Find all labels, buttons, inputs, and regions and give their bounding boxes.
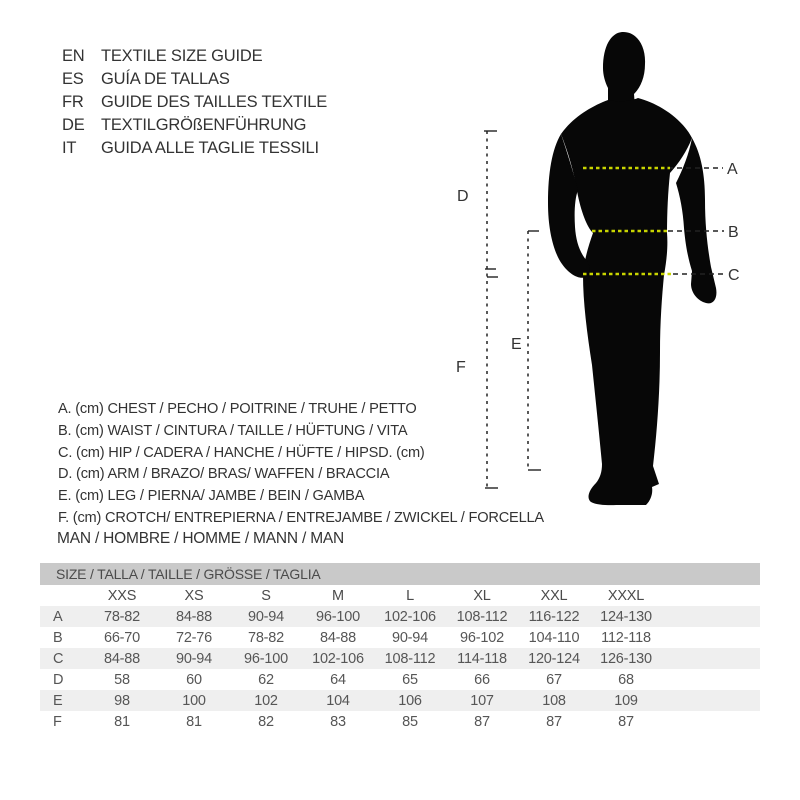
size-cell: 85: [402, 713, 418, 730]
language-code: FR: [62, 93, 84, 111]
language-title: GUIDE DES TAILLES TEXTILE: [101, 93, 328, 111]
row-label: D: [53, 671, 64, 688]
size-column-header-row: [40, 585, 760, 606]
size-column: XS: [184, 587, 204, 604]
size-cell: 87: [474, 713, 490, 730]
size-cell: 108: [542, 692, 566, 709]
filler-cell: [662, 648, 760, 669]
size-cell: 96-100: [244, 650, 288, 667]
man-silhouette-head: [603, 32, 645, 107]
size-cell: 84-88: [319, 629, 357, 646]
size-column: XL: [473, 587, 491, 604]
size-cell: 104-110: [528, 629, 580, 646]
size-cell: 58: [114, 671, 130, 688]
filler-cell: [662, 606, 760, 627]
size-cell: 108-112: [384, 650, 436, 667]
language-title: GUIDA ALLE TAGLIE TESSILI: [101, 139, 319, 157]
legend-line-waist: B. (cm) WAIST / CINTURA / TAILLE / HÜFTUNG / VITA: [58, 422, 408, 439]
size-column: S: [261, 587, 271, 604]
size-cell: 84-88: [103, 650, 141, 667]
size-cell: 87: [618, 713, 634, 730]
measure-label-b: B: [728, 224, 739, 241]
measure-label-d: D: [457, 188, 469, 205]
size-cell: 67: [546, 671, 562, 688]
measure-label-a: A: [727, 161, 738, 178]
size-cell: 81: [114, 713, 130, 730]
language-title: TEXTILGRÖßENFÜHRUNG: [101, 116, 307, 134]
measure-label-f: F: [456, 359, 466, 376]
size-cell: 82: [258, 713, 274, 730]
language-title: TEXTILE SIZE GUIDE: [101, 47, 263, 65]
row-label: E: [53, 692, 63, 709]
legend-line-crotch: F. (cm) CROTCH/ ENTREPIERNA / ENTREJAMBE / ZWICKEL / FORCELLA: [58, 509, 544, 526]
size-column: XXXL: [607, 587, 645, 604]
size-cell: 64: [330, 671, 346, 688]
size-cell: 96-102: [460, 629, 504, 646]
size-column: L: [406, 587, 414, 604]
language-code: DE: [62, 116, 85, 134]
size-column: XXS: [107, 587, 137, 604]
language-row: [62, 137, 327, 160]
table-row-leg: [40, 690, 760, 711]
size-cell: 62: [258, 671, 274, 688]
man-silhouette-body: [561, 98, 692, 505]
legend-line-chest: A. (cm) CHEST / PECHO / POITRINE / TRUHE / PETTO: [58, 401, 417, 417]
size-cell: 84-88: [175, 608, 213, 625]
legend-line-arm: D. (cm) ARM / BRAZO/ BRAS/ WAFFEN / BRACCIA: [58, 466, 390, 483]
row-label: B: [53, 629, 63, 646]
size-cell: 108-112: [456, 608, 508, 625]
language-row: [62, 114, 327, 137]
size-cell: 78-82: [103, 608, 141, 625]
language-title: GUÍA DE TALLAS: [101, 70, 230, 88]
legend-line-hip: C. (cm) HIP / CADERA / HANCHE / HÜFTE / HIPSD. (cm): [58, 444, 425, 461]
table-row-hip: [40, 648, 760, 669]
table-row-waist: [40, 627, 760, 648]
size-cell: 72-76: [175, 629, 213, 646]
size-cell: 112-118: [601, 629, 651, 646]
measure-label-e: E: [511, 336, 522, 353]
filler-cell: [662, 711, 760, 732]
size-cell: 102: [254, 692, 278, 709]
size-cell: 114-118: [457, 650, 507, 667]
size-cell: 65: [402, 671, 418, 688]
language-code: IT: [62, 139, 77, 157]
size-cell: 90-94: [175, 650, 213, 667]
size-cell: 68: [618, 671, 634, 688]
filler-cell: [662, 585, 760, 606]
man-silhouette-right-arm: [676, 138, 716, 303]
filler-cell: [662, 690, 760, 711]
table-row-crotch: [40, 711, 760, 732]
size-cell: 60: [186, 671, 202, 688]
size-column: M: [332, 587, 344, 604]
size-cell: 124-130: [600, 608, 652, 625]
table-row-arm: [40, 669, 760, 690]
language-row: [62, 68, 327, 91]
filler-cell: [662, 669, 760, 690]
size-table-section: [40, 563, 760, 732]
size-cell: 90-94: [391, 629, 429, 646]
row-label: F: [53, 713, 62, 730]
gender-title: MAN / HOMBRE / HOMME / MANN / MAN: [57, 530, 345, 547]
size-header-band: SIZE / TALLA / TAILLE / GRÖSSE / TAGLIA: [40, 563, 760, 585]
size-cell: 66-70: [103, 629, 141, 646]
size-cell: 100: [182, 692, 206, 709]
size-cell: 126-130: [600, 650, 652, 667]
legend-line-leg: E. (cm) LEG / PIERNA/ JAMBE / BEIN / GAMBA: [58, 488, 365, 505]
language-row: [62, 45, 327, 68]
language-code: EN: [62, 47, 85, 65]
filler-cell: [662, 627, 760, 648]
size-cell: 83: [330, 713, 346, 730]
size-cell: 107: [470, 692, 494, 709]
size-cell: 90-94: [247, 608, 285, 625]
size-table: [40, 585, 760, 732]
size-cell: 109: [614, 692, 638, 709]
corner-cell: [40, 585, 86, 606]
size-cell: 87: [546, 713, 562, 730]
size-cell: 96-100: [316, 608, 360, 625]
measure-label-c: C: [728, 267, 740, 284]
size-cell: 106: [398, 692, 422, 709]
size-cell: 66: [474, 671, 490, 688]
size-cell: 104: [326, 692, 350, 709]
measurement-legend: [58, 399, 544, 530]
size-cell: 102-106: [312, 650, 364, 667]
size-cell: 98: [114, 692, 130, 709]
table-row-chest: [40, 606, 760, 627]
size-cell: 116-122: [528, 608, 580, 625]
size-cell: 78-82: [247, 629, 285, 646]
row-label: A: [53, 608, 63, 625]
row-label: C: [53, 650, 64, 667]
size-column: XXL: [540, 587, 568, 604]
size-cell: 102-106: [384, 608, 436, 625]
size-cell: 81: [186, 713, 202, 730]
language-row: [62, 91, 327, 114]
language-code: ES: [62, 70, 84, 88]
language-title-list: [62, 45, 327, 160]
size-cell: 120-124: [528, 650, 580, 667]
